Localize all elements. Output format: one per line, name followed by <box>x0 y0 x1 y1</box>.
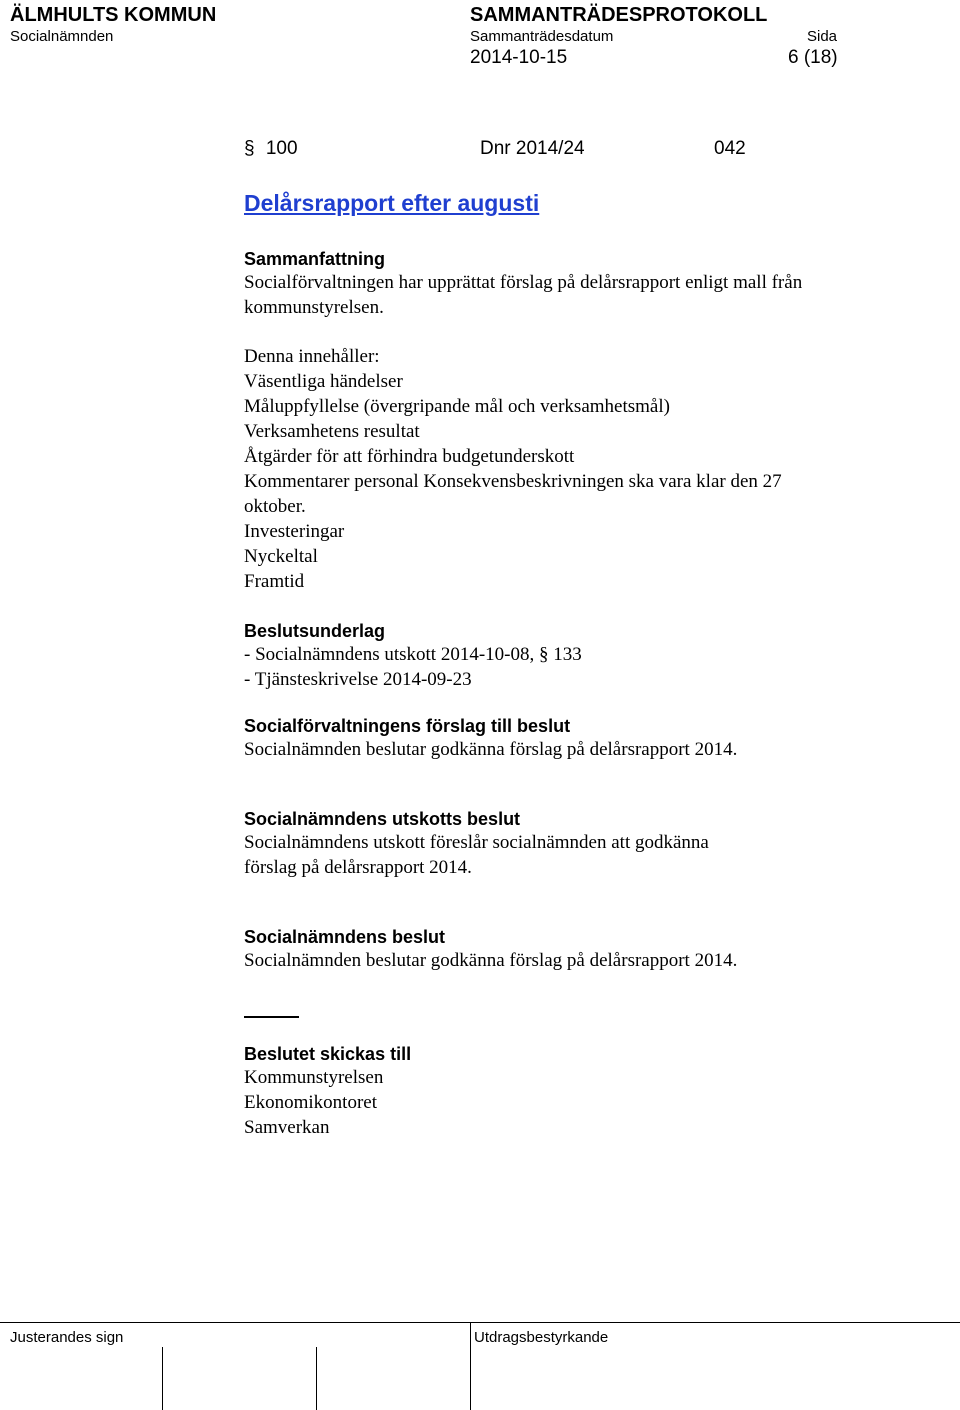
signature-box-divider <box>316 1347 317 1410</box>
paragraph-line: Socialnämndens utskott föreslår socialnämnden att godkänna <box>244 832 709 853</box>
contents-line: Nyckeltal <box>244 546 318 567</box>
sign-label: Justerandes sign <box>10 1329 124 1346</box>
footer-column-divider <box>470 1322 471 1410</box>
contents-line: Kommentarer personal Konsekvensbeskrivningen ska vara klar den 27 <box>244 471 782 492</box>
contents-line: Måluppfyllelse (övergripande mål och verksamhetsmål) <box>244 396 670 417</box>
contents-line: Framtid <box>244 571 305 592</box>
section-heading-sammanfattning: Sammanfattning <box>244 249 386 269</box>
basis-item: - Tjänsteskrivelse 2014-09-23 <box>244 669 472 690</box>
paragraph-line: kommunstyrelsen. <box>244 297 384 318</box>
document-type: SAMMANTRÄDESPROTOKOLL <box>470 4 768 26</box>
contents-line: oktober. <box>244 496 306 517</box>
recipient-item: Ekonomikontoret <box>244 1092 377 1113</box>
contents-line: Denna innehåller: <box>244 346 380 367</box>
paragraph-sign: § <box>244 138 255 159</box>
date-label: Sammanträdesdatum <box>470 28 614 45</box>
contents-line: Väsentliga händelser <box>244 371 403 392</box>
paragraph-line: Socialnämnden beslutar godkänna förslag på delårsrapport 2014. <box>244 739 738 760</box>
contents-line: Åtgärder för att förhindra budgetunderskott <box>244 446 575 467</box>
paragraph-line: förslag på delårsrapport 2014. <box>244 857 472 878</box>
contents-line: Investeringar <box>244 521 345 542</box>
recipient-item: Samverkan <box>244 1117 330 1138</box>
case-line <box>244 138 298 160</box>
meeting-date: 2014-10-15 <box>470 47 568 68</box>
short-separator <box>244 1016 299 1018</box>
page-label: Sida <box>807 28 838 45</box>
extract-label: Utdragsbestyrkande <box>474 1329 609 1346</box>
page-number: 6 (18) <box>788 47 838 68</box>
contents-line: Verksamhetens resultat <box>244 421 420 442</box>
section-heading-utskott: Socialnämndens utskotts beslut <box>244 809 521 829</box>
footer-rule <box>0 1322 960 1323</box>
org-name: ÄLMHULTS KOMMUN <box>10 4 217 26</box>
case-number: 100 <box>265 138 298 159</box>
signature-box-divider <box>162 1347 163 1410</box>
case-code: 042 <box>714 138 746 159</box>
paragraph-line: Socialförvaltningen har upprättat förslag på delårsrapport enligt mall från <box>244 272 803 293</box>
case-title: Delårsrapport efter augusti <box>244 190 540 216</box>
paragraph-line: Socialnämnden beslutar godkänna förslag på delårsrapport 2014. <box>244 950 738 971</box>
section-heading-beslut: Socialnämndens beslut <box>244 927 446 947</box>
recipient-item: Kommunstyrelsen <box>244 1067 384 1088</box>
case-dnr: Dnr 2014/24 <box>480 138 585 159</box>
section-heading-skickas: Beslutet skickas till <box>244 1044 412 1064</box>
committee-name: Socialnämnden <box>10 28 114 45</box>
section-heading-forslag: Socialförvaltningens förslag till beslut <box>244 716 571 736</box>
section-heading-beslutsunderlag: Beslutsunderlag <box>244 621 386 641</box>
basis-item: - Socialnämndens utskott 2014-10-08, § 133 <box>244 644 582 665</box>
